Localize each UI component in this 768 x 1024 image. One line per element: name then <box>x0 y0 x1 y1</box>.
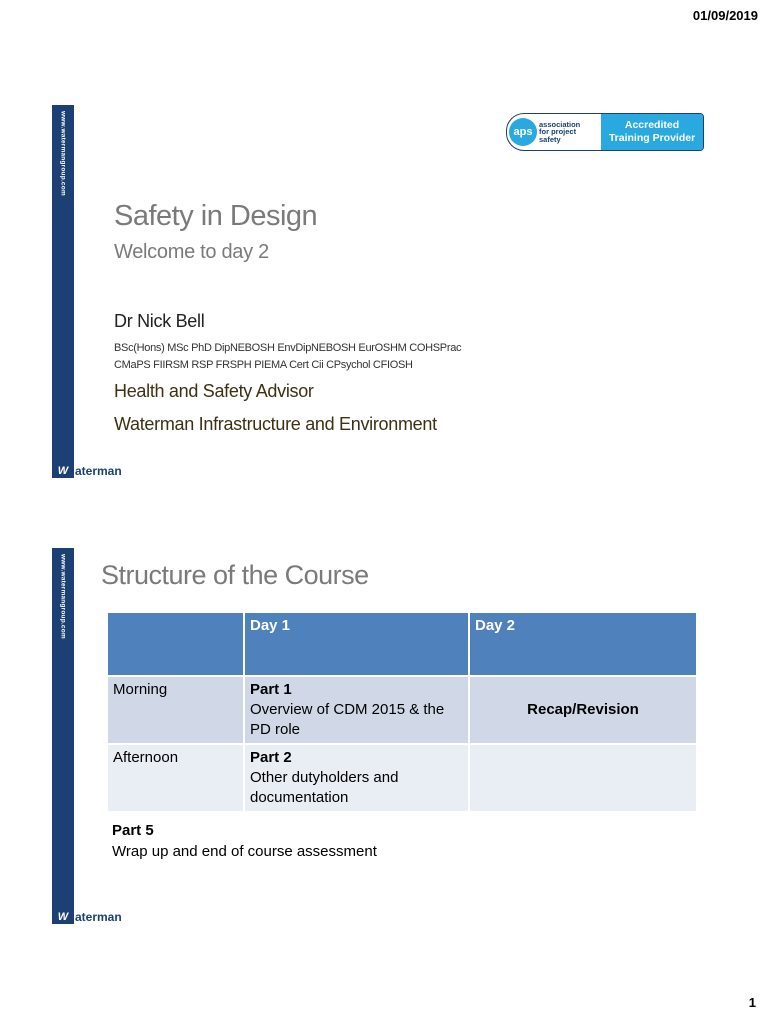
slide-2 <box>52 548 712 926</box>
brand-url: www.watermangroup.com <box>59 111 67 196</box>
table-cell: Recap/Revision <box>469 676 697 744</box>
table-header-cell: Day 2 <box>469 612 697 676</box>
logo-text: aterman <box>75 464 122 478</box>
table-header-cell <box>107 612 244 676</box>
page-number: 1 <box>748 995 756 1010</box>
accredited-label: Accredited Training Provider <box>601 114 703 150</box>
logo-text: aterman <box>75 910 122 924</box>
table-row <box>107 676 697 744</box>
aps-logo-icon: aps <box>509 118 537 146</box>
table-row <box>107 744 697 812</box>
table-header-cell: Day 1 <box>244 612 469 676</box>
brand-side-bar <box>52 105 74 468</box>
brand-url: www.watermangroup.com <box>59 554 67 639</box>
logo-mark-icon: W <box>52 464 74 478</box>
waterman-logo <box>52 464 122 478</box>
brand-side-bar <box>52 548 74 911</box>
slide-title: Safety in Design <box>114 200 318 232</box>
presenter-qualifications: BSc(Hons) MSc PhD DipNEBOSH EnvDipNEBOSH EurOSHM COHSPrac CMaPS FIIRSM RSP FRSPH PIEMA Cert Cii CPsychol CFIOSH <box>114 342 462 371</box>
aps-wordmark: association for project safety <box>539 119 581 144</box>
slide-title: Structure of the Course <box>101 560 369 590</box>
slide-1 <box>52 105 712 480</box>
table-header-row <box>107 612 697 676</box>
table-cell: Part 2 Other dutyholders and documentation <box>244 744 469 812</box>
course-structure-table <box>106 611 698 813</box>
aps-accreditation-badge <box>506 113 704 151</box>
part5-description: Wrap up and end of course assessment <box>112 843 377 860</box>
row-label: Morning <box>107 676 244 744</box>
waterman-logo <box>52 910 122 924</box>
presenter-organisation: Waterman Infrastructure and Environment <box>114 414 437 434</box>
table-cell: Part 1 Overview of CDM 2015 & the PD role <box>244 676 469 744</box>
page-date: 01/09/2019 <box>692 8 758 23</box>
part5-label: Part 5 <box>112 822 154 839</box>
row-label: Afternoon <box>107 744 244 812</box>
presenter-name: Dr Nick Bell <box>114 311 205 331</box>
logo-mark-icon: W <box>52 910 74 924</box>
presenter-role: Health and Safety Advisor <box>114 381 314 401</box>
slide-subtitle: Welcome to day 2 <box>114 241 269 263</box>
table-cell <box>469 744 697 812</box>
